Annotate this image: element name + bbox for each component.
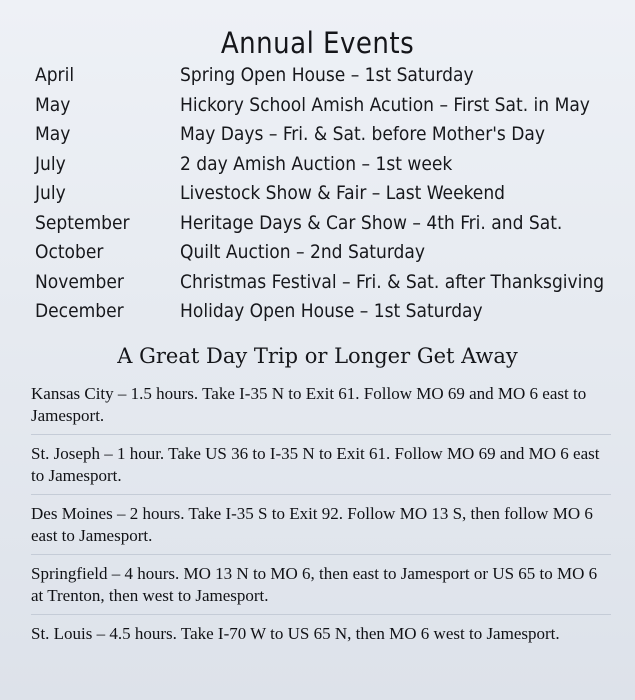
event-description: Hickory School Amish Acution – First Sat. in May xyxy=(180,93,590,116)
direction-item: St. Joseph – 1 hour. Take US 36 to I-35 N to Exit 61. Follow MO 69 and MO 6 east to Jamesport. xyxy=(31,441,611,495)
event-row xyxy=(35,298,625,328)
event-description: Christmas Festival – Fri. & Sat. after Thanksgiving xyxy=(180,270,605,293)
event-row xyxy=(35,92,625,122)
event-month: November xyxy=(35,270,124,293)
event-month: May xyxy=(35,123,71,145)
event-row xyxy=(35,239,625,269)
event-description: Spring Open House – 1st Saturday xyxy=(180,64,474,86)
direction-item: Des Moines – 2 hours. Take I-35 S to Exit 92. Follow MO 13 S, then follow MO 6 east to Jamesport. xyxy=(31,501,611,555)
event-month: July xyxy=(35,182,66,204)
event-month: September xyxy=(35,211,130,234)
event-row xyxy=(35,62,625,92)
event-row xyxy=(35,269,625,299)
event-month: October xyxy=(35,241,104,263)
event-description: Heritage Days & Car Show – 4th Fri. and Sat. xyxy=(180,211,563,234)
event-description: Holiday Open House – 1st Saturday xyxy=(180,300,483,322)
event-description: Livestock Show & Fair – Last Weekend xyxy=(180,182,506,204)
event-month: December xyxy=(35,300,124,322)
event-month: April xyxy=(35,64,75,86)
event-row xyxy=(35,210,625,240)
event-row xyxy=(35,151,625,181)
direction-item: Kansas City – 1.5 hours. Take I-35 N to Exit 61. Follow MO 69 and MO 6 east to Jamesport. xyxy=(31,381,611,435)
events-list xyxy=(35,62,625,328)
event-row xyxy=(35,121,625,151)
page-title: Annual Events xyxy=(220,26,415,60)
section-subtitle: A Great Day Trip or Longer Get Away xyxy=(117,344,518,368)
event-month: July xyxy=(35,152,66,175)
event-row xyxy=(35,180,625,210)
event-description: Quilt Auction – 2nd Saturday xyxy=(180,241,425,263)
direction-item: St. Louis – 4.5 hours. Take I-70 W to US 65 N, then MO 6 west to Jamesport. xyxy=(31,624,560,643)
direction-item: Springfield – 4 hours. MO 13 N to MO 6, then east to Jamesport or US 65 to MO 6 at Trenton, then west to Jamesport. xyxy=(31,561,611,615)
event-description: 2 day Amish Auction – 1st week xyxy=(180,152,453,175)
directions-list xyxy=(31,381,611,658)
event-description: May Days – Fri. & Sat. before Mother's Day xyxy=(180,123,545,145)
event-month: May xyxy=(35,93,71,116)
